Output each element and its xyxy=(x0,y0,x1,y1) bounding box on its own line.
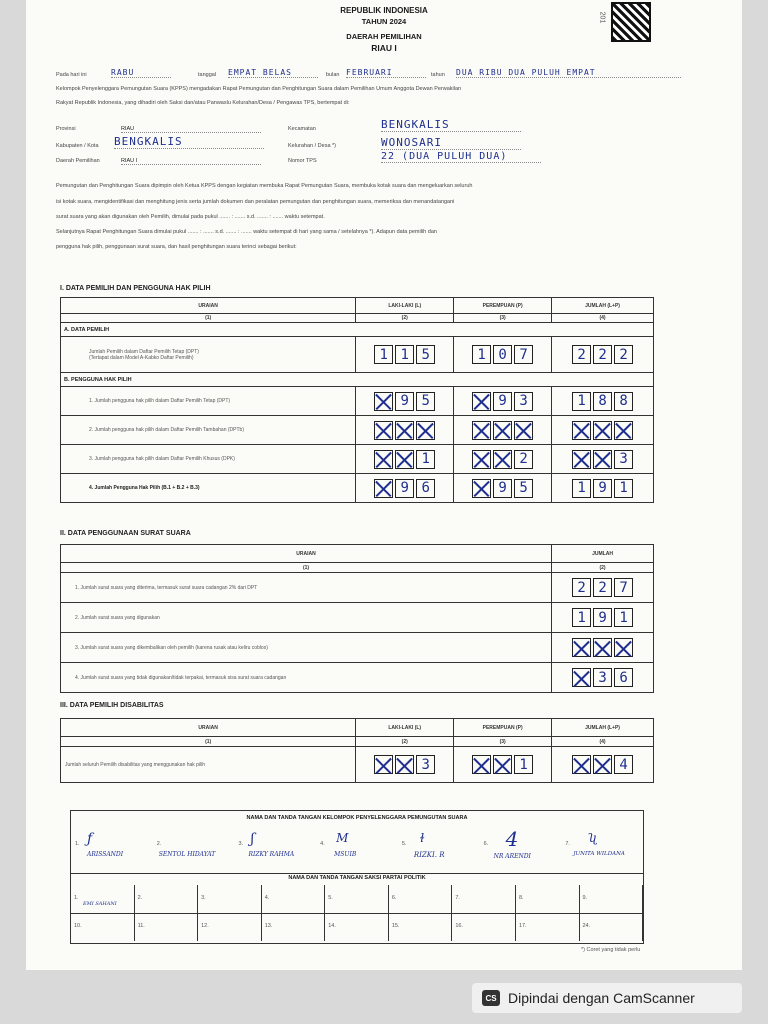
s1-a-row1-text: Jumlah Pemilih dalam Daftar Pemilih Tetap (DPT) xyxy=(89,348,199,355)
s2-r1-boxes xyxy=(555,578,650,597)
digit-box xyxy=(472,392,491,411)
saksi-num: 15. xyxy=(391,923,400,929)
s1-n2: (2) xyxy=(356,314,454,323)
s2-n2: (2) xyxy=(552,563,654,573)
s2-r2-boxes xyxy=(555,608,650,627)
digit-box: 1 xyxy=(614,479,633,498)
dapil-value: RIAU I xyxy=(121,158,261,165)
kpps-signature: ƒ xyxy=(87,831,93,847)
digit-box: 6 xyxy=(614,668,633,687)
digit-box: 9 xyxy=(593,479,612,498)
s1-b-row1-label: 1. Jumlah pengguna hak pilih dalam Daftar Pemilih Tetap (DPT) xyxy=(61,387,356,416)
saksi-row-2 xyxy=(71,913,643,941)
body-p1: Pemungutan dan Penghitungan Suara dipimpin oleh Ketua KPPS dengan kegiatan membuka Rapat Pemungutan Suara, membuka kotak suara dan mengeluarkan seluruh xyxy=(56,183,473,189)
kpps-num: 2. xyxy=(156,841,162,847)
digit-box xyxy=(374,421,393,440)
saksi-cell xyxy=(198,885,262,913)
saksi-num: 10. xyxy=(74,923,82,929)
s3-n2: (2) xyxy=(356,737,454,747)
saksi-cell xyxy=(516,885,580,913)
s1-b2-p-boxes xyxy=(457,421,548,440)
s1-a-p-boxes xyxy=(457,345,548,364)
intro-text2: Rakyat Republik Indonesia, yang dihadiri oleh Saksi dan/atau Panwaslu Kelurahan/Desa / Pengawas TPS, bertempat di: xyxy=(56,100,350,106)
digit-box xyxy=(572,638,591,657)
signature-divider xyxy=(71,873,643,874)
s2-n1: (1) xyxy=(61,563,552,573)
kelurahan-value: WONOSARI xyxy=(381,136,521,150)
kpps-signature-row xyxy=(71,827,643,873)
digit-box xyxy=(472,421,491,440)
s1-b1-l-boxes xyxy=(359,392,450,411)
s3-n3: (3) xyxy=(454,737,552,747)
body-p5: pengguna hak pilih, penggunaan surat suara, dan hasil penghitungan suara terinci sebagai berikut: xyxy=(56,244,297,250)
digit-box: 3 xyxy=(514,392,533,411)
kpps-name: ARISSANDI xyxy=(87,851,124,858)
s1-b1-j-boxes xyxy=(555,392,650,411)
s1-n4: (4) xyxy=(552,314,654,323)
digit-box xyxy=(493,450,512,469)
saksi-cell xyxy=(262,913,326,941)
kpps-name: SENTOL HIDAYAT xyxy=(158,851,216,858)
kecamatan-value: BENGKALIS xyxy=(381,118,521,132)
camscanner-text: Dipindai dengan CamScanner xyxy=(508,990,695,1006)
s2-col-j: JUMLAH xyxy=(552,545,654,563)
s1-n3: (3) xyxy=(454,314,552,323)
kecamatan-label: Kecamatan xyxy=(288,126,316,132)
digit-box: 7 xyxy=(614,578,633,597)
digit-box xyxy=(514,421,533,440)
saksi-num: 24. xyxy=(582,923,591,929)
s1-a-title: A. DATA PEMILIH xyxy=(61,323,654,337)
saksi-num: 11. xyxy=(137,923,145,929)
bulan-value: FEBRUARI xyxy=(346,68,426,78)
camscanner-logo-icon: CS xyxy=(482,990,500,1006)
kelurahan-label: Kelurahan / Desa *) xyxy=(288,143,336,149)
kpps-name: JUNITA WILDANA xyxy=(573,851,625,857)
digit-box: 2 xyxy=(572,345,591,364)
kpps-num: 1. xyxy=(75,841,80,847)
saksi-num: 17. xyxy=(518,923,527,929)
s3-col-uraian: URAIAN xyxy=(61,719,356,737)
s1-col-uraian: URAIAN xyxy=(61,298,356,314)
digit-box xyxy=(572,668,591,687)
s3-l-boxes xyxy=(359,755,450,774)
s1-b3-p-boxes xyxy=(457,450,548,469)
kpps-signature: ʯ xyxy=(587,831,597,845)
kpps-num: 5. xyxy=(401,841,407,847)
s3-p-boxes xyxy=(457,755,548,774)
bulan-label: bulan xyxy=(326,72,340,78)
section2-title: II. DATA PENGGUNAAN SURAT SUARA xyxy=(60,530,191,537)
saksi-name: EMI SAHANI xyxy=(83,901,117,907)
digit-box xyxy=(374,755,393,774)
digit-box xyxy=(493,755,512,774)
dapil-label: Daerah Pemilihan xyxy=(56,158,100,164)
saksi-cell xyxy=(580,913,644,941)
kpps-signature: 4 xyxy=(505,827,519,851)
saksi-num: 8. xyxy=(518,895,524,901)
digit-box xyxy=(374,392,393,411)
digit-box xyxy=(395,450,414,469)
saksi-num: 1. xyxy=(74,895,79,901)
intro-line xyxy=(56,68,696,82)
digit-box: 2 xyxy=(614,345,633,364)
saksi-num: 16. xyxy=(455,923,464,929)
s1-b4-p-boxes xyxy=(457,479,548,498)
kpps-num: 3. xyxy=(238,841,244,847)
saksi-num: 4. xyxy=(264,895,270,901)
s1-col-l: LAKI-LAKI (L) xyxy=(356,298,454,314)
digit-box xyxy=(593,638,612,657)
s1-b-title: B. PENGGUNA HAK PILIH xyxy=(61,373,654,387)
tanggal-value: EMPAT BELAS xyxy=(228,68,318,78)
s1-col-p: PEREMPUAN (P) xyxy=(454,298,552,314)
kpps-num: 7. xyxy=(565,841,570,847)
s1-n1: (1) xyxy=(61,314,356,323)
header-line4: RIAU I xyxy=(371,43,397,53)
s1-a-row1-subtext: (Tertapat dalam Model A-Kabko Daftar Pemilih) xyxy=(89,354,194,361)
body-p4: Selanjutnya Rapat Penghitungan Suara dimulai pukul ....... : ....... s.d. ....... : ....... waktu setempat di hari yang sama / setelahnya *). Adapun data pemilih dan xyxy=(56,229,437,235)
header-line3: DAERAH PEMILIHAN xyxy=(346,32,422,41)
kpps-signature: M xyxy=(336,831,349,845)
kpps-num: 4. xyxy=(320,841,325,847)
section3-table xyxy=(60,718,654,783)
digit-box: 3 xyxy=(416,755,435,774)
saksi-cell xyxy=(325,913,389,941)
digit-box: 2 xyxy=(593,345,612,364)
s2-r4-boxes xyxy=(555,668,650,687)
document-sheet xyxy=(26,0,742,970)
tahun-label: tahun xyxy=(431,72,445,78)
digit-box: 5 xyxy=(416,392,435,411)
digit-box: 3 xyxy=(593,668,612,687)
saksi-num: 2. xyxy=(137,895,143,901)
kabupaten-label: Kabupaten / Kota xyxy=(56,143,99,149)
saksi-num: 5. xyxy=(328,895,333,901)
s3-j-boxes xyxy=(555,755,650,774)
section1-title: I. DATA PEMILIH DAN PENGGUNA HAK PILIH xyxy=(60,285,211,292)
saksi-grid xyxy=(71,885,643,941)
signature-box xyxy=(70,810,644,944)
s1-a-l-boxes xyxy=(359,345,450,364)
provinsi-value: RIAU xyxy=(121,126,261,133)
kabupaten-value: BENGKALIS xyxy=(114,135,264,149)
saksi-cell xyxy=(262,885,326,913)
digit-box xyxy=(374,479,393,498)
digit-box: 3 xyxy=(614,450,633,469)
s2-row4-label: 4. Jumlah surat suara yang tidak digunakan/tidak terpakai, termasuk sisa surat suara cadangan xyxy=(61,663,552,693)
digit-box xyxy=(593,755,612,774)
digit-box: 6 xyxy=(416,479,435,498)
digit-box xyxy=(472,755,491,774)
kpps-cell-5 xyxy=(398,827,480,873)
section2-table xyxy=(60,544,654,693)
body-p2: isi kotak suara, mengidentifikasi dan menghitung jenis serta jumlah dokumen dan peralatan pemungutan dan penghitungan suara, memeriksa dan menandatangani xyxy=(56,199,455,205)
saksi-cell xyxy=(135,913,199,941)
s1-a-row1-label xyxy=(61,337,356,373)
digit-box: 9 xyxy=(395,479,414,498)
s3-col-j: JUMLAH (L+P) xyxy=(552,719,654,737)
saksi-num: 3. xyxy=(201,895,206,901)
digit-box: 1 xyxy=(572,479,591,498)
digit-box xyxy=(374,450,393,469)
digit-box xyxy=(493,421,512,440)
tps-label: Nomor TPS xyxy=(288,158,317,164)
digit-box: 2 xyxy=(514,450,533,469)
s1-b2-j-boxes xyxy=(555,421,650,440)
kpps-name: MSUIB xyxy=(334,851,357,858)
tahun-value: DUA RIBU DUA PULUH EMPAT xyxy=(456,68,681,78)
s1-col-j: JUMLAH (L+P) xyxy=(552,298,654,314)
digit-box xyxy=(472,479,491,498)
digit-box: 1 xyxy=(572,608,591,627)
digit-box: 1 xyxy=(614,608,633,627)
kpps-cell-2 xyxy=(153,827,235,873)
footnote: *) Coret yang tidak perlu xyxy=(581,947,641,953)
s1-b1-p-boxes xyxy=(457,392,548,411)
digit-box: 0 xyxy=(493,345,512,364)
s2-row1-label: 1. Jumlah surat suara yang diterima, termasuk surat suara cadangan 2% dari DPT xyxy=(61,573,552,603)
digit-box xyxy=(614,638,633,657)
kpps-name: RIZKY RAHMA xyxy=(248,851,295,858)
digit-box: 8 xyxy=(614,392,633,411)
kpps-cell-4 xyxy=(316,827,398,873)
section3-title: III. DATA PEMILIH DISABILITAS xyxy=(60,702,164,709)
camscanner-footer xyxy=(472,983,742,1013)
saksi-cell xyxy=(452,885,516,913)
intro-text1: Kelompok Penyelenggara Pemungutan Suara (KPPS) mengadakan Rapat Pemungutan dan Penghitungan Suara dalam Pemilihan Umum Anggota Dewan Perwakilan xyxy=(56,86,462,92)
provinsi-label: Provinsi xyxy=(56,126,76,132)
s1-b3-j-boxes xyxy=(555,450,650,469)
s3-col-p: PEREMPUAN (P) xyxy=(454,719,552,737)
digit-box xyxy=(614,421,633,440)
saksi-cell xyxy=(71,885,135,913)
digit-box xyxy=(572,421,591,440)
header-line2: TAHUN 2024 xyxy=(361,17,407,26)
s2-row2-label: 2. Jumlah surat suara yang digunakan xyxy=(61,603,552,633)
saksi-cell xyxy=(516,913,580,941)
digit-box xyxy=(593,421,612,440)
digit-box xyxy=(572,450,591,469)
digit-box: 1 xyxy=(374,345,393,364)
s3-row1-label: Jumlah seluruh Pemilih disabilitas yang menggunakan hak pilih xyxy=(61,747,356,783)
s1-b-row4-label: 4. Jumlah Pengguna Hak Pilih (B.1 + B.2 + B.3) xyxy=(61,474,356,503)
digit-box: 1 xyxy=(514,755,533,774)
kpps-cell-3 xyxy=(234,827,316,873)
digit-box: 9 xyxy=(493,479,512,498)
digit-box xyxy=(395,755,414,774)
digit-box: 1 xyxy=(416,450,435,469)
digit-box xyxy=(472,450,491,469)
saksi-num: 7. xyxy=(455,895,460,901)
kpps-cell-1 xyxy=(71,827,153,873)
s1-b4-l-boxes xyxy=(359,479,450,498)
saksi-cell xyxy=(389,885,453,913)
s3-n1: (1) xyxy=(61,737,356,747)
kpps-signature: ɫ xyxy=(419,831,425,845)
s2-r3-boxes xyxy=(555,638,650,657)
digit-box xyxy=(593,450,612,469)
saksi-title: NAMA DAN TANDA TANGAN SAKSI PARTAI POLITIK xyxy=(288,875,426,881)
saksi-cell xyxy=(389,913,453,941)
saksi-num: 9. xyxy=(582,895,588,901)
saksi-cell xyxy=(198,913,262,941)
digit-box: 5 xyxy=(514,479,533,498)
saksi-cell xyxy=(135,885,199,913)
s1-b3-l-boxes xyxy=(359,450,450,469)
s2-row3-label: 3. Jumlah surat suara yang dikembalikan oleh pemilih (karena rusak atau keliru coblos) xyxy=(61,633,552,663)
kpps-name: RIZKI. R xyxy=(413,851,445,859)
digit-box: 2 xyxy=(593,578,612,597)
digit-box: 1 xyxy=(472,345,491,364)
digit-box: 1 xyxy=(572,392,591,411)
hari-value: RABU xyxy=(111,68,171,78)
s1-b2-l-boxes xyxy=(359,421,450,440)
saksi-num: 14. xyxy=(328,923,336,929)
saksi-row-1 xyxy=(71,885,643,914)
saksi-num: 12. xyxy=(201,923,209,929)
s1-b4-j-boxes xyxy=(555,479,650,498)
s1-b-row3-label: 3. Jumlah pengguna hak pilih dalam Daftar Pemilih Khusus (DPK) xyxy=(61,445,356,474)
digit-box xyxy=(395,421,414,440)
digit-box: 9 xyxy=(395,392,414,411)
digit-box: 1 xyxy=(395,345,414,364)
s1-a-j-boxes xyxy=(555,345,650,364)
section1-table xyxy=(60,297,654,503)
body-p3: surat suara yang akan digunakan oleh Pemilih, dimulai pada pukul ....... : ....... s.d. ....... : ....... waktu setempat. xyxy=(56,214,325,220)
kpps-cell-7 xyxy=(561,827,643,873)
kpps-cell-6 xyxy=(480,827,562,873)
saksi-cell xyxy=(325,885,389,913)
saksi-num: 6. xyxy=(391,895,397,901)
digit-box: 7 xyxy=(514,345,533,364)
tps-value: 22 (DUA PULUH DUA) xyxy=(381,151,541,163)
kpps-num: 6. xyxy=(483,841,489,847)
saksi-cell xyxy=(580,885,644,913)
digit-box xyxy=(572,755,591,774)
digit-box: 9 xyxy=(493,392,512,411)
side-code: 201 xyxy=(598,11,606,24)
digit-box: 4 xyxy=(614,755,633,774)
s1-b-row2-label: 2. Jumlah pengguna hak pilih dalam Daftar Pemilih Tambahan (DPTb) xyxy=(61,416,356,445)
s3-n4: (4) xyxy=(552,737,654,747)
s3-col-l: LAKI-LAKI (L) xyxy=(356,719,454,737)
s2-col-uraian: URAIAN xyxy=(61,545,552,563)
digit-box xyxy=(416,421,435,440)
tanggal-label: tanggal xyxy=(198,72,217,78)
digit-box: 5 xyxy=(416,345,435,364)
saksi-cell xyxy=(71,913,135,941)
digit-box: 9 xyxy=(593,608,612,627)
kpps-name: NR ARENDI xyxy=(493,853,531,860)
digit-box: 8 xyxy=(593,392,612,411)
saksi-cell xyxy=(452,913,516,941)
digit-box: 2 xyxy=(572,578,591,597)
pada-hari-label: Pada hari ini xyxy=(56,72,87,78)
saksi-num: 13. xyxy=(264,923,273,929)
header-line1: REPUBLIK INDONESIA xyxy=(340,6,428,15)
kpps-signature: ʃ xyxy=(250,831,255,847)
kpps-title: NAMA DAN TANDA TANGAN KELOMPOK PENYELENGGARA PEMUNGUTAN SUARA xyxy=(246,815,468,821)
